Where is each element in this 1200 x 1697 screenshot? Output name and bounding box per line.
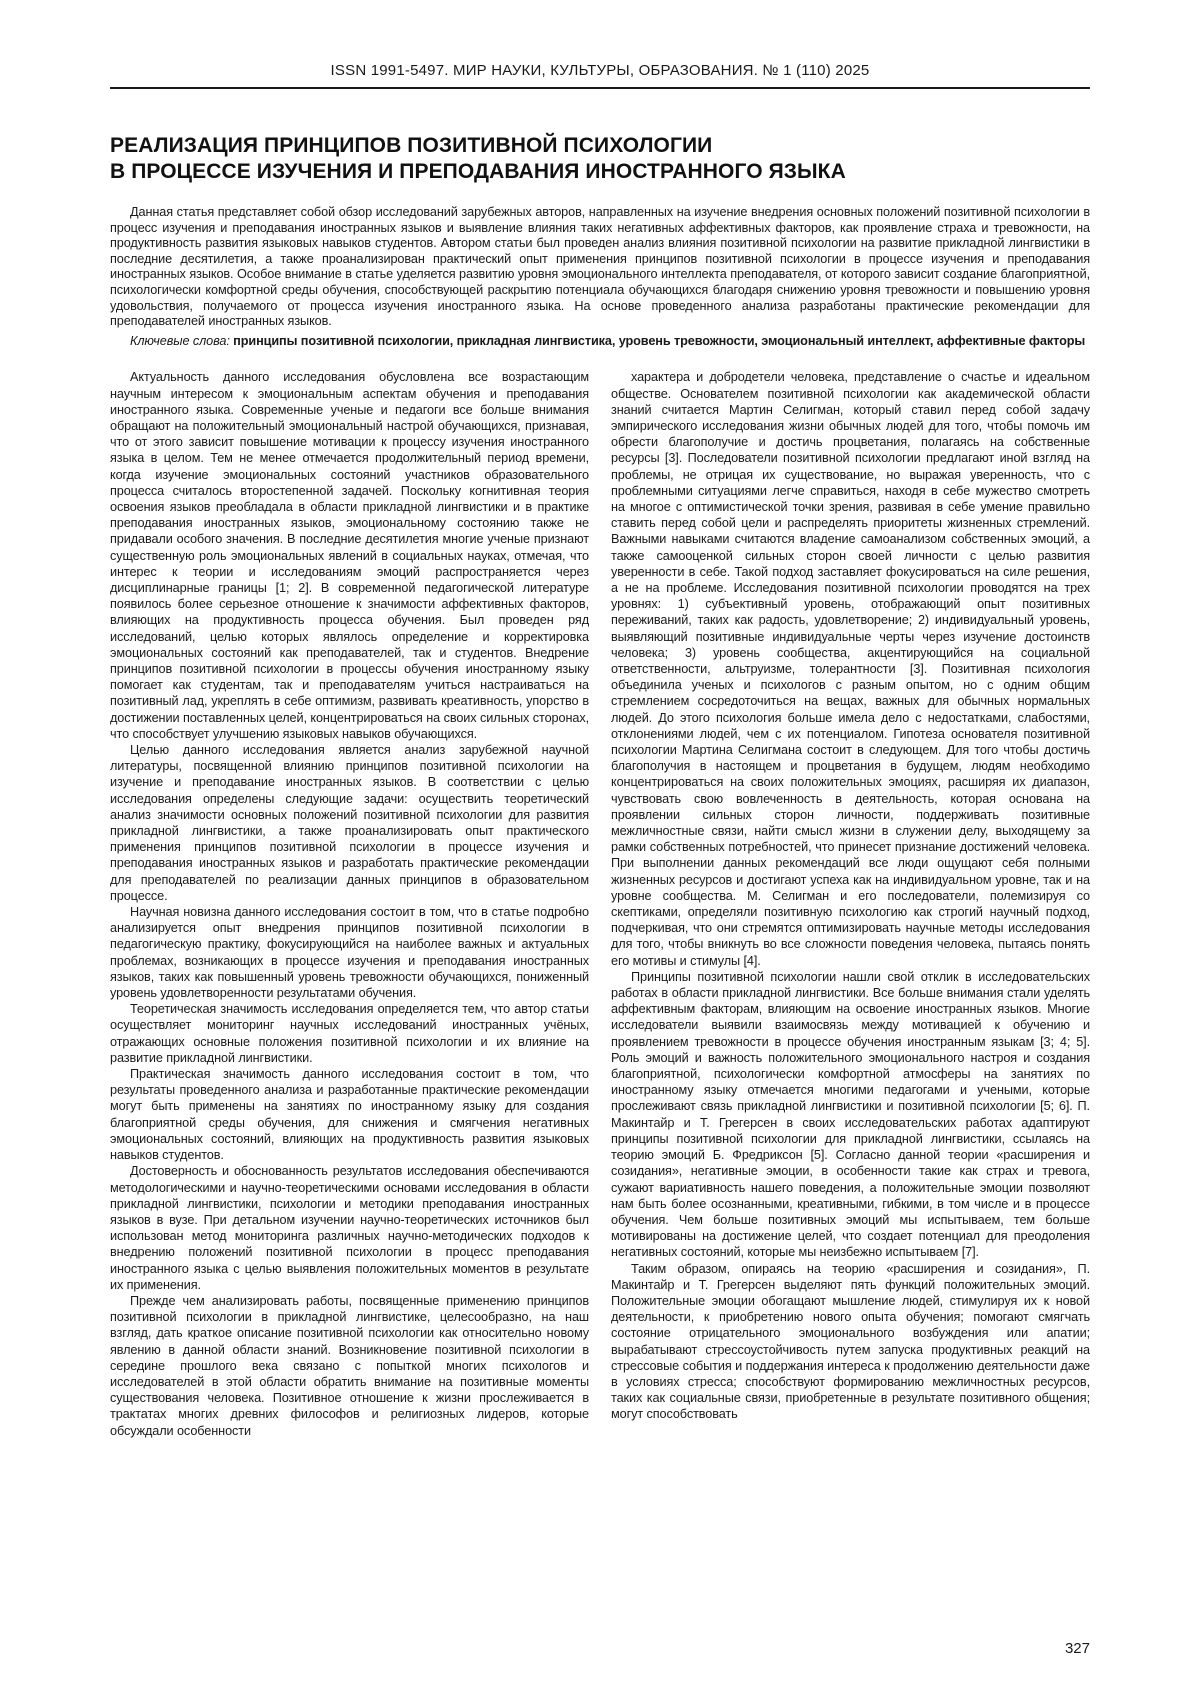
keywords-list: принципы позитивной психологии, прикладная лингвистика, уровень тревожности, эмоциональный интеллект, аффективные факторы xyxy=(233,333,1086,348)
keywords-line xyxy=(110,334,1090,350)
paragraph: Теоретическая значимость исследования определяется тем, что автор статьи осуществляет мониторинг научных исследований иностранных учёных, отражающих основные положения позитивной психологии и их влияние на развитие прикладной лингвистики. xyxy=(110,1002,589,1065)
article-title-line1: РЕАЛИЗАЦИЯ ПРИНЦИПОВ ПОЗИТИВНОЙ ПСИХОЛОГИИ xyxy=(110,134,713,157)
article-title xyxy=(110,133,1090,185)
page-number: 327 xyxy=(1064,1640,1090,1657)
keywords-label: Ключевые слова: xyxy=(130,333,234,348)
page-content xyxy=(110,0,1090,1439)
article-title-line2: В ПРОЦЕССЕ ИЗУЧЕНИЯ И ПРЕПОДАВАНИЯ ИНОСТРАННОГО ЯЗЫКА xyxy=(110,160,846,183)
left-column xyxy=(110,369,589,1438)
paragraph: Достоверность и обоснованность результатов исследования обеспечиваются методологическими и научно-теоретическими основами исследования в области прикладной лингвистики, психологии и методики преподавания иностранных языков в вузе. При детальном изучении научно-теоретических источников был использован метод мониторинга различных научно-методических подходов к внедрению положений позитивной психологии в процесс преподавания иностранного языка с целью выявления положительных моментов в результате их применения. xyxy=(110,1164,589,1292)
paragraph: Целью данного исследования является анализ зарубежной научной литературы, посвященной влиянию принципов позитивной психологии на изучение и преподавание иностранных языков. В соответствии с целью исследования определены следующие задачи: осуществить теоретический анализ значимости основных положений позитивной психологии для развития прикладной лингвистики, а также проанализировать опыт практического применения принципов позитивной психологии в процессе изучения и преподавания иностранных языков и разработать практические рекомендации для преподавателей по реализации данных принципов в образовательном процессе. xyxy=(110,743,589,903)
paragraph: Принципы позитивной психологии нашли свой отклик в исследовательских работах в области прикладной лингвистики. Все больше внимания стали уделять аффективным факторам, влияющим на освоение иностранных языков. Многие исследователи выявили взаимосвязь между мотивацией к обучению и проявлением тревожности в процессе обучения иностранным языкам [3; 4; 5]. Роль эмоций и важность положительного эмоционального настроя и создания благоприятной, психологически комфортной атмосферы на занятиях по иностранному языку отмечается многими педагогами и учеными, которые прослеживают связь прикладной лингвистики и позитивной психологии [5; 6]. П. Макинтайр и Т. Грегерсен в своих исследовательских работах адаптируют принципы позитивной психологии для прикладной лингвистики, ссылаясь на теорию эмоций Б. Фредриксон [5]. Согласно данной теории «расширения и созидания», негативные эмоции, в особенности такие как страх и тревога, сужают вариативность нашего поведения, а положительные эмоции позволяют нам быть более осознанными, креативными, гибкими, в том числе и в процессе обучения. Чем больше позитивных эмоций мы испытываем, тем больше мотивированы на достижение целей, что создает потенциал для преодоления негативных состояний, которые мы неизбежно испытываем [7]. xyxy=(611,969,1090,1260)
running-head xyxy=(110,0,1090,89)
paragraph: Практическая значимость данного исследования состоит в том, что результаты проведенного анализа и разработанные практические рекомендации могут быть применены на занятиях по иностранному языку для создания благоприятной среды обучения, для снижения и смягчения негативных эмоциональных состояний, влияющих на продуктивность развития языковых навыков студентов. xyxy=(110,1067,589,1163)
paragraph: Актуальность данного исследования обусловлена все возрастающим научным интересом к эмоциональным аспектам обучения и преподавания иностранного языка. Современные ученые и педагоги все больше внимания обращают на положительный эмоциональный настрой обучающихся, признавая, что от этого зависит повышение мотивации к процессу изучения иностранного языка в целом. Тем не менее отмечается продолжительный период времени, когда изучение эмоциональных состояний участников образовательного процесса считалось второстепенной задачей. Поскольку когнитивная теория освоения языков преобладала в области прикладной лингвистики и в практике преподавания иностранных языков, эмоциональному состоянию также не придавали особого значения. В последние десятилетия многие ученые признают существенную роль эмоциональных явлений в социальных науках, отмечая, что интерес к теории и исследованиям эмоций распространяется через дисциплинарные границы [1; 2]. В современной педагогической литературе появилось более серьезное отношение к значимости аффективных факторов, влияющих на продуктивность процесса обучения. Был проведен ряд исследований, целью которых являлось определение и корректировка эмоциональных состояний как преподавателей, так и студентов. Внедрение принципов позитивной психологии в процессы обучения иностранному языку помогает как студентам, так и преподавателям учиться настраиваться на позитивный лад, укреплять в себе оптимизм, развивать креативность, упорство в достижении поставленных целей, концентрироваться на своих сильных сторонах, что способствует улучшению языковых навыков обучающихся. xyxy=(110,370,589,741)
paragraph: Научная новизна данного исследования состоит в том, что в статье подробно анализируется опыт внедрения принципов позитивной психологии в педагогическую практику, фокусирующийся на наиболее важных и актуальных проблемах, возникающих в процессе изучения и преподавания иностранных языков, таких как повышенный уровень тревожности обучающихся, пониженный уровень удовлетворенности результатами обучения. xyxy=(110,905,589,1001)
paragraph: характера и добродетели человека, представление о счастье и идеальном обществе. Основателем позитивной психологии как академической области знаний считается Мартин Селигман, который ставил перед собой задачу эмпирического исследования жизни обычных людей для того, чтобы помочь им обрести благополучие и достичь процветания, полагаясь на собственные ресурсы [3]. Последователи позитивной психологии предлагают иной взгляд на проблемы, не отрицая их существование, но выражая уверенность, что с проблемными ситуациями легче справиться, находя в себе мужество смотреть на многое с оптимистической точки зрения, развивая в себе умение правильно ставить перед собой цели и распределять приоритеты жизненных стремлений. Важными навыками считаются владение самоанализом собственных эмоций, а также самооценкой сильных сторон своей личности с целью развития уверенности в себе. Такой подход заставляет фокусироваться на силе решения, а не на проблеме. Исследования позитивной психологии проводятся на трех уровнях: 1) субъективный уровень, отображающий опыт позитивных переживаний, таких как радость, удовлетворение; 2) индивидуальный уровень, выявляющий позитивные индивидуальные черты через изучение достоинств человека; 3) уровень сообщества, акцентирующийся на социальной ответственности, альтруизме, толерантности [3]. Позитивная психология объединила ученых и психологов с разным опытом, но с одним общим стремлением сосредоточиться на вещах, важных для обычных нормальных людей. До этого психология больше имела дело с недостатками, слабостями, отклонениями людей, чем с их потенциалом. Гипотеза основателя позитивной психологии Мартина Селигмана состоит в следующем. Для того чтобы достичь благополучия в настоящем и процветания в будущем, людям необходимо концентрироваться на своих положительных эмоциях, расширяя их диапазон, чувствовать свою вовлеченность в деятельность, которая основана на проявлении сильных сторон личности, поддерживать позитивные межличностные связи, найти смысл жизни в служении делу, выходящему за рамки собственных потребностей, что принесет признание достижений человека. При выполнении данных рекомендаций все люди ощущают себя полными жизненных ресурсов и достигают успеха как на индивидуальном уровне, так и на уровне сообщества. М. Селигман и его последователи, полемизируя со скептиками, определяли позитивную психологию как строгий научный подход, подчеркивая, что они стремятся оптимизировать научные методы исследования для того, чтобы вникнуть во все сложности поведения человека, пытаясь понять его мотивы и стимулы [4]. xyxy=(611,370,1090,968)
header-rule xyxy=(110,87,1090,89)
article-body xyxy=(110,369,1090,1438)
abstract: Данная статья представляет собой обзор исследований зарубежных авторов, направленных на изучение внедрения основных положений позитивной психологии в процесс изучения и преподавания иностранных языков и выявление влияния таких негативных аффективных факторов, как проявление страха и тревожности, на продуктивность развития языковых навыков студентов. Автором статьи был проведен анализ влияния позитивной психологии на развитие прикладной лингвистики в последние десятилетия, а также проанализирован практический опыт применения принципов позитивной психологии в процессе изучения и преподавания иностранных языков. Особое внимание в статье уделяется развитию уровня эмоционального интеллекта преподавателя, от которого зависит создание благоприятной, психологически комфортной среды обучения, способствующей раскрытию потенциала обучающихся благодаря снижению уровня тревожности и повышению уровня удовольствия, получаемого от процесса изучения иностранного языка. На основе проведенного анализа разработаны практические рекомендации для преподавателей иностранных языков. xyxy=(110,205,1090,329)
journal-header-text: ISSN 1991-5497. МИР НАУКИ, КУЛЬТУРЫ, ОБРАЗОВАНИЯ. № 1 (110) 2025 xyxy=(330,62,870,79)
paragraph: Прежде чем анализировать работы, посвященные применению принципов позитивной психологии в прикладной лингвистике, целесообразно, на наш взгляд, дать краткое описание позитивной психологии как относительно новому явлению в данной области знаний. Возникновение позитивной психологии в середине прошлого века связано с попыткой многих психологов и исследователей в этой области обратить внимание на позитивные моменты существования человека. Позитивное отношение к жизни прослеживается в трактатах многих древних философов и религиозных лидеров, которые обсуждали особенности xyxy=(110,1293,589,1438)
paragraph: Таким образом, опираясь на теорию «расширения и созидания», П. Макинтайр и Т. Грегерсен выделяют пять функций положительных эмоций. Положительные эмоции обогащают мышление людей, стимулируя их к новой деятельности, к приобретению нового опыта обучения; помогают смягчать состояние отрицательного эмоционального возбуждения или апатии; вырабатывают стрессоустойчивость путем запуска продуктивных реакций на стрессовые события и поддержания интереса к продолжению деятельности даже в условиях стресса; способствуют формированию межличностных ресурсов, таких как социальные связи, приобретенные в результате позитивного общения; могут способствовать xyxy=(611,1261,1090,1422)
right-column xyxy=(611,369,1090,1438)
